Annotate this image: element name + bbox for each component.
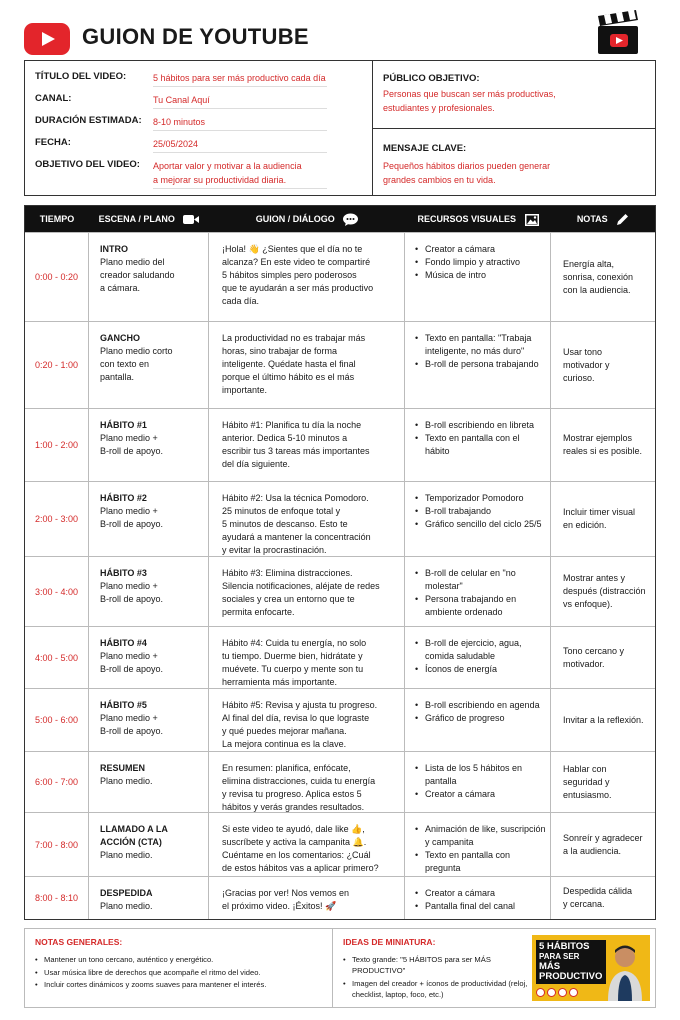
- visual-item: • Fondo limpio y atractivo: [415, 256, 546, 269]
- visuals-cell: [405, 689, 551, 751]
- script-table: [24, 205, 656, 920]
- script-cell: [209, 482, 405, 556]
- info-value: 25/05/2024: [153, 137, 327, 153]
- youtube-logo-icon: [24, 23, 70, 55]
- note-line: motivador y: [563, 359, 610, 370]
- note-line: Despedida cálida: [563, 886, 633, 896]
- scene-title: HÁBITO #3: [100, 568, 147, 578]
- script-cell: [209, 409, 405, 481]
- script-line: importante.: [222, 385, 268, 395]
- script-line: ¡Gracias por ver! Nos vemos en: [222, 888, 350, 898]
- info-label: TÍTULO DEL VIDEO:: [35, 71, 127, 82]
- note-line: sonrisa, conexión: [563, 271, 634, 282]
- table-row: [25, 321, 655, 408]
- table-row: [25, 626, 655, 688]
- lightbulb-icon: [569, 988, 578, 997]
- visual-item: • Creator a cámara: [415, 243, 546, 256]
- script-line: 5 hábitos simples pero poderosos: [222, 270, 357, 280]
- scene-description: Plano medio +: [100, 651, 158, 661]
- scene-title: DESPEDIDA: [100, 888, 153, 898]
- script-line: Cuéntame en los comentarios: ¿Cuál: [222, 850, 371, 860]
- general-notes-title: NOTAS GENERALES:: [35, 937, 123, 947]
- notes-cell: [551, 877, 655, 919]
- script-line: Al final del día, revisa lo que lograste: [222, 713, 370, 723]
- time-cell: 1:00 - 2:00: [25, 409, 89, 481]
- notes-cell: [551, 233, 655, 321]
- scene-description: B-roll de apoyo.: [100, 594, 164, 604]
- table-row: [25, 556, 655, 626]
- note-line: Mostrar ejemplos: [563, 433, 633, 443]
- script-line: porque el último hábito es el más: [222, 372, 355, 382]
- scene-description: Plano medio.: [100, 850, 153, 860]
- scene-cell: [89, 689, 209, 751]
- visuals-cell: [405, 627, 551, 688]
- visuals-cell: [405, 409, 551, 481]
- note-line: y cercana.: [563, 899, 605, 909]
- visuals-cell: [405, 322, 551, 408]
- visual-item: • Texto en pantalla con pregunta: [415, 849, 546, 875]
- notes-cell: [551, 482, 655, 556]
- list-item: • Mantener un tono cercano, auténtico y energético.: [35, 954, 332, 967]
- script-cell: [209, 813, 405, 876]
- scene-description: Plano medio.: [100, 776, 153, 786]
- visuals-cell: [405, 482, 551, 556]
- page-title: GUION DE YOUTUBE: [82, 24, 309, 49]
- table-row: [25, 812, 655, 876]
- script-line: que te ayudarán a ser más productivo: [222, 283, 374, 293]
- script-line: Hábito #3: Elimina distracciones.: [222, 568, 353, 578]
- note-line: reales si es posible.: [563, 446, 643, 456]
- scene-description: creador saludando: [100, 270, 175, 280]
- info-label: OBJETIVO DEL VIDEO:: [35, 159, 140, 170]
- script-line: anterior. Dedica 5-10 minutos a: [222, 433, 348, 443]
- script-cell: [209, 627, 405, 688]
- note-line: Usar tono: [563, 346, 603, 357]
- script-cell: [209, 689, 405, 751]
- note-line: en edición.: [563, 520, 607, 530]
- scene-cell: [89, 813, 209, 876]
- video-details: [25, 61, 373, 195]
- script-line: Hábito #2: Usa la técnica Pomodoro.: [222, 493, 369, 503]
- script-cell: [209, 877, 405, 919]
- note-line: curioso.: [563, 372, 595, 383]
- script-line: suscríbete y activa la campanita 🔔.: [222, 837, 367, 847]
- info-value: 5 hábitos para ser más productivo cada día: [153, 71, 327, 87]
- time-cell: 5:00 - 6:00: [25, 689, 89, 751]
- video-info-box: [24, 60, 656, 196]
- table-row: [25, 688, 655, 751]
- visual-item: • Animación de like, suscripción y campanita: [415, 823, 546, 849]
- script-line: Si este video te ayudó, dale like 👍,: [222, 824, 365, 834]
- scene-description: Plano medio +: [100, 506, 158, 516]
- visual-item: • B-roll de persona trabajando: [415, 358, 546, 371]
- script-cell: [209, 557, 405, 626]
- time-cell: 0:00 - 0:20: [25, 233, 89, 321]
- laptop-icon: [558, 988, 567, 997]
- visual-item: • Pantalla final del canal: [415, 900, 546, 913]
- time-cell: 3:00 - 4:00: [25, 557, 89, 626]
- scene-cell: [89, 877, 209, 919]
- scene-description: Plano medio +: [100, 433, 158, 443]
- scene-title: INTRO: [100, 244, 128, 254]
- time-cell: 0:20 - 1:00: [25, 322, 89, 408]
- info-value: Tu Canal Aquí: [153, 93, 327, 109]
- script-line: horas, sino trabajar de forma: [222, 346, 338, 356]
- table-row: [25, 751, 655, 812]
- script-line: ¡Hola! 👋 ¿Sientes que el día no te: [222, 244, 363, 254]
- audience-value: Personas que buscan ser más productivas,: [383, 89, 556, 99]
- scene-title: HÁBITO #5: [100, 700, 147, 710]
- note-line: después (distracción: [563, 586, 646, 596]
- time-cell: 8:00 - 8:10: [25, 877, 89, 919]
- script-cell: [209, 233, 405, 321]
- creator-portrait-icon: [606, 941, 644, 1001]
- visual-item: • Persona trabajando en ambiente ordenado: [415, 593, 546, 619]
- audience-value: estudiantes y profesionales.: [383, 103, 495, 113]
- visuals-cell: [405, 877, 551, 919]
- visuals-cell: [405, 233, 551, 321]
- visual-item: • Gráfico de progreso: [415, 712, 546, 725]
- visual-item: • Texto en pantalla: "Trabaja inteligente, no más duro": [415, 332, 546, 358]
- thumbnail-text: 5 HÁBITOS PARA SER MÁS PRODUCTIVO: [536, 940, 606, 984]
- scene-cell: [89, 409, 209, 481]
- thumbnail-ideas-list: [343, 954, 529, 1000]
- script-line: inteligente. Quédate hasta el final: [222, 359, 356, 369]
- visual-item: • B-roll de ejercicio, agua, comida saludable: [415, 637, 546, 663]
- bottom-section: [24, 928, 656, 1008]
- script-line: escribir tus 3 tareas más importantes: [222, 446, 370, 456]
- visual-item: • Creator a cámara: [415, 887, 546, 900]
- script-line: En resumen: planifica, enfócate,: [222, 763, 351, 773]
- note-line: seguridad y: [563, 776, 610, 787]
- visual-item: • Creator a cámara: [415, 788, 546, 801]
- time-cell: 6:00 - 7:00: [25, 752, 89, 812]
- scene-description: B-roll de apoyo.: [100, 664, 164, 674]
- time-cell: 4:00 - 5:00: [25, 627, 89, 688]
- list-item: • Incluir cortes dinámicos y zooms suaves para mantener el interés.: [35, 979, 332, 992]
- info-label: FECHA:: [35, 137, 71, 148]
- scene-description: pantalla.: [100, 372, 135, 382]
- note-line: Tono cercano y: [563, 645, 625, 656]
- scene-cell: [89, 557, 209, 626]
- visual-item: • B-roll de celular en "no molestar": [415, 567, 546, 593]
- scene-description: Plano medio +: [100, 581, 158, 591]
- script-line: el próximo video. ¡Éxitos! 🚀: [222, 901, 337, 911]
- list-item: • Texto grande: "5 HÁBITOS para ser MÁS PRODUCTIVO": [343, 954, 529, 976]
- info-value: Aportar valor y motivar a la audiencia: [153, 161, 302, 171]
- script-line: Hábito #5: Revisa y ajusta tu progreso.: [222, 700, 378, 710]
- video-camera-icon: [183, 214, 199, 225]
- message-value: Pequeños hábitos diarios pueden generar: [383, 161, 551, 171]
- note-line: Hablar con: [563, 763, 607, 774]
- general-notes-list: [35, 954, 332, 992]
- script-line: Hábito #4: Cuida tu energía, no solo: [222, 638, 367, 648]
- script-cell: [209, 752, 405, 812]
- script-line: muévete. Tu cuerpo y mente son tu: [222, 664, 364, 674]
- notes-cell: [551, 627, 655, 688]
- script-line: y qué puedes mejorar mañana.: [222, 726, 347, 736]
- info-value: 8-10 minutos: [153, 115, 327, 131]
- scene-description: Plano medio +: [100, 713, 158, 723]
- scene-description: B-roll de apoyo.: [100, 726, 164, 736]
- scene-title: RESUMEN: [100, 763, 146, 773]
- time-cell: 7:00 - 8:00: [25, 813, 89, 876]
- script-line: Hábito #1: Planifica tu día la noche: [222, 420, 362, 430]
- table-row: [25, 232, 655, 321]
- note-line: motivador.: [563, 658, 605, 669]
- script-line: herramienta más importante.: [222, 677, 338, 687]
- column-header-time: TIEMPO: [39, 214, 75, 224]
- scene-description: B-roll de apoyo.: [100, 446, 164, 456]
- scene-description: con texto en: [100, 359, 150, 369]
- notes-cell: [551, 689, 655, 751]
- table-row: [25, 408, 655, 481]
- scene-description: Plano medio corto: [100, 346, 173, 356]
- visual-item: • B-roll escribiendo en libreta: [415, 419, 546, 432]
- scene-cell: [89, 627, 209, 688]
- visual-item: • Música de intro: [415, 269, 546, 282]
- visuals-cell: [405, 557, 551, 626]
- scene-description: Plano medio.: [100, 901, 153, 911]
- note-line: Invitar a la reflexión.: [563, 714, 644, 725]
- visuals-cell: [405, 813, 551, 876]
- note-line: Sonreír y agradecer: [563, 832, 643, 843]
- header: [24, 18, 656, 58]
- general-notes: [25, 929, 333, 1007]
- script-line: elimina distracciones, cuida tu energía: [222, 776, 376, 786]
- clapperboard-icon: [594, 10, 642, 56]
- note-line: a la audiencia.: [563, 845, 622, 856]
- pencil-icon: [616, 213, 629, 226]
- script-line: cada día.: [222, 296, 260, 306]
- table-row: [25, 481, 655, 556]
- script-line: y evitar la procrastinación.: [222, 545, 327, 555]
- visual-item: • Texto en pantalla con el hábito: [415, 432, 546, 458]
- visual-item: • B-roll escribiendo en agenda: [415, 699, 546, 712]
- note-line: Mostrar antes y: [563, 573, 626, 583]
- visuals-cell: [405, 752, 551, 812]
- message-value: grandes cambios en tu vida.: [383, 175, 496, 185]
- visual-item: • Gráfico sencillo del ciclo 25/5: [415, 518, 546, 531]
- scene-cell: [89, 752, 209, 812]
- list-item: • Imagen del creador + íconos de productividad (reloj, checklist, laptop, foco, etc.): [343, 978, 529, 1000]
- script-line: alcanza? En este video te compartiré: [222, 257, 371, 267]
- script-cell: [209, 322, 405, 408]
- script-line: permita enfocarte.: [222, 607, 295, 617]
- info-value: a mejorar su productividad diaria.: [153, 173, 327, 189]
- script-line: de estos hábitos vas a aplicar primero?: [222, 863, 379, 873]
- note-line: entusiasmo.: [563, 789, 612, 800]
- scene-title: GANCHO: [100, 333, 140, 343]
- column-header-notes: NOTAS: [551, 206, 655, 232]
- note-line: Incluir timer visual: [563, 507, 636, 517]
- scene-title: HÁBITO #4: [100, 638, 147, 648]
- scene-title: HÁBITO #1: [100, 420, 147, 430]
- notes-cell: [551, 557, 655, 626]
- note-line: vs enfoque).: [563, 599, 613, 609]
- info-label: DURACIÓN ESTIMADA:: [35, 115, 142, 126]
- script-line: La mejora continua es la clave.: [222, 739, 347, 749]
- image-icon: [525, 214, 539, 226]
- info-label: CANAL:: [35, 93, 72, 104]
- scene-description: Plano medio del: [100, 257, 165, 267]
- table-header: [25, 206, 655, 232]
- scene-description: B-roll de apoyo.: [100, 519, 164, 529]
- notes-cell: [551, 409, 655, 481]
- script-line: tu tiempo. Duerme bien, hidrátate y: [222, 651, 363, 661]
- column-header-scene: ESCENA / PLANO: [89, 206, 209, 232]
- clock-icon: [536, 988, 545, 997]
- scene-title: HÁBITO #2: [100, 493, 147, 503]
- note-line: con la audiencia.: [563, 284, 631, 295]
- notes-cell: [551, 813, 655, 876]
- table-row: [25, 876, 655, 919]
- visual-item: • Lista de los 5 hábitos en pantalla: [415, 762, 546, 788]
- visual-item: • Íconos de energía: [415, 663, 546, 676]
- productivity-icons: [536, 988, 578, 997]
- note-line: Energía alta,: [563, 258, 615, 269]
- checklist-icon: [547, 988, 556, 997]
- chat-bubble-icon: [343, 213, 358, 226]
- thumbnail-ideas: [333, 929, 529, 1007]
- script-line: 25 minutos de enfoque total y: [222, 506, 341, 516]
- target-audience: [373, 61, 655, 129]
- script-line: La productividad no es trabajar más: [222, 333, 366, 343]
- scene-cell: [89, 322, 209, 408]
- script-line: y revisa tu progreso. Aplica estos 5: [222, 789, 362, 799]
- column-header-script: GUION / DIÁLOGO: [209, 206, 405, 232]
- message-label: MENSAJE CLAVE:: [383, 143, 467, 154]
- script-line: sociales y crea un entorno que te: [222, 594, 355, 604]
- script-line: del día siguiente.: [222, 459, 291, 469]
- time-cell: 2:00 - 3:00: [25, 482, 89, 556]
- notes-cell: [551, 752, 655, 812]
- script-line: 5 minutos de descanso. Esto te: [222, 519, 348, 529]
- visual-item: • Temporizador Pomodoro: [415, 492, 546, 505]
- thumbnail-ideas-title: IDEAS DE MINIATURA:: [343, 937, 436, 947]
- key-message: [373, 129, 655, 195]
- script-line: Silencia notificaciones, aléjate de redes: [222, 581, 380, 591]
- list-item: • Usar música libre de derechos que acompañe el ritmo del video.: [35, 967, 332, 980]
- thumbnail-preview: [532, 935, 650, 1001]
- notes-cell: [551, 322, 655, 408]
- scene-cell: [89, 233, 209, 321]
- script-line: hábitos y verás grandes resultados.: [222, 802, 365, 812]
- audience-label: PÚBLICO OBJETIVO:: [383, 73, 480, 84]
- scene-description: a cámara.: [100, 283, 141, 293]
- scene-cell: [89, 482, 209, 556]
- script-line: ayudará a mantener la concentración: [222, 532, 371, 542]
- scene-title: LLAMADO A LA ACCIÓN (CTA): [100, 824, 168, 847]
- visual-item: • B-roll trabajando: [415, 505, 546, 518]
- column-header-visuals: RECURSOS VISUALES: [405, 206, 551, 232]
